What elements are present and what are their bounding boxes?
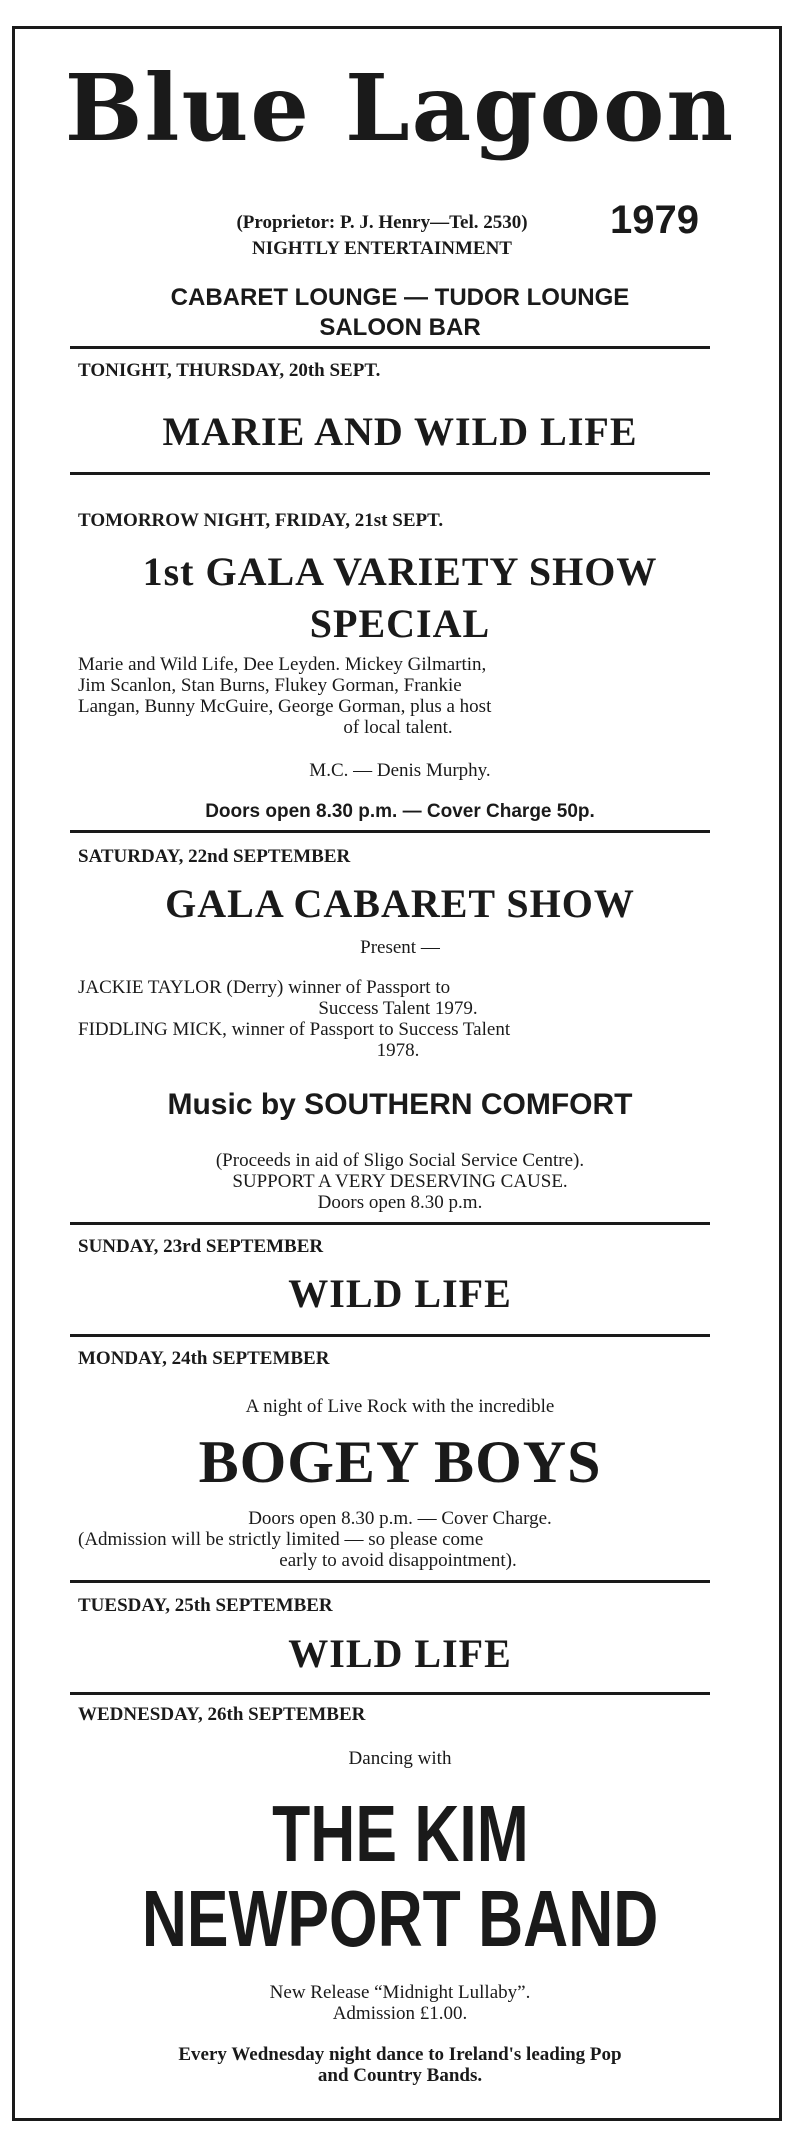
tuesday-date: TUESDAY, 25th SEPTEMBER [78,1595,333,1616]
saloon-bar: SALOON BAR [319,314,481,341]
proprietor-line: (Proprietor: P. J. Henry—Tel. 2530) [236,212,528,233]
friday-lineup-3: Langan, Bunny McGuire, George Gorman, plus a host [78,696,492,717]
divider [70,1222,710,1225]
divider [70,346,710,349]
monday-date: MONDAY, 24th SEPTEMBER [78,1348,330,1369]
saturday-support: SUPPORT A VERY DESERVING CAUSE. [232,1171,568,1192]
friday-headline-1: 1st GALA VARIETY SHOW [142,549,658,594]
thursday-headline: MARIE AND WILD LIFE [162,409,638,454]
divider [70,1580,710,1583]
venue-title: Blue Lagoon [64,54,736,162]
wednesday-admission: Admission £1.00. [332,2003,468,2024]
friday-mc: M.C. — Denis Murphy. [309,760,491,781]
friday-lineup-2: Jim Scanlon, Stan Burns, Flukey Gorman, Frankie [78,675,462,696]
monday-headline: BOGEY BOYS [198,1429,602,1495]
friday-headline-2: SPECIAL [309,601,491,646]
band-name-line-2: NEWPORT BAND [141,1874,659,1963]
sunday-headline: WILD LIFE [288,1271,512,1316]
band-name-line-1: THE KIM [271,1789,529,1878]
monday-note-1: (Admission will be strictly limited — so please come [78,1529,484,1550]
friday-lineup-1: Marie and Wild Life, Dee Leyden. Mickey Gilmartin, [78,654,487,675]
friday-date: TOMORROW NIGHT, FRIDAY, 21st SEPT. [78,510,444,531]
divider [70,472,710,475]
monday-note-2: early to avoid disappointment). [279,1550,517,1571]
friday-lineup-4: of local talent. [343,717,453,738]
tuesday-headline: WILD LIFE [288,1631,512,1676]
saturday-proceeds: (Proceeds in aid of Sligo Social Service Centre). [215,1150,585,1171]
saturday-date: SATURDAY, 22nd SEPTEMBER [78,846,351,867]
saturday-music: Music by SOUTHERN COMFORT [167,1088,633,1121]
saturday-act-1: JACKIE TAYLOR (Derry) winner of Passport to [78,977,451,998]
lounges-line: CABARET LOUNGE — TUDOR LOUNGE [170,284,630,311]
divider [70,1692,710,1695]
year-label: 1979 [610,198,699,242]
monday-intro: A night of Live Rock with the incredible [245,1396,555,1417]
saturday-headline: GALA CABARET SHOW [165,881,635,926]
sunday-date: SUNDAY, 23rd SEPTEMBER [78,1236,324,1257]
wednesday-release: New Release “Midnight Lullaby”. [269,1982,531,2003]
thursday-date: TONIGHT, THURSDAY, 20th SEPT. [78,360,381,381]
saturday-act-2: Success Talent 1979. [318,998,478,1019]
wednesday-footer-1: Every Wednesday night dance to Ireland's leading Pop [178,2044,622,2065]
saturday-present: Present — [360,937,440,958]
saturday-act-3: FIDDLING MICK, winner of Passport to Success Talent [78,1019,511,1040]
wednesday-date: WEDNESDAY, 26th SEPTEMBER [78,1704,366,1725]
wednesday-footer-2: and Country Bands. [317,2065,483,2086]
wednesday-intro: Dancing with [348,1748,452,1769]
saturday-act-4: 1978. [376,1040,420,1061]
monday-doors: Doors open 8.30 p.m. — Cover Charge. [248,1508,552,1529]
friday-doors: Doors open 8.30 p.m. — Cover Charge 50p. [205,801,595,822]
wednesday-headline-1 [0,1788,800,1880]
divider [70,1334,710,1337]
divider [70,830,710,833]
wednesday-headline-2 [0,1873,800,1965]
nightly-entertainment: NIGHTLY ENTERTAINMENT [252,238,512,259]
saturday-doors: Doors open 8.30 p.m. [317,1192,483,1213]
